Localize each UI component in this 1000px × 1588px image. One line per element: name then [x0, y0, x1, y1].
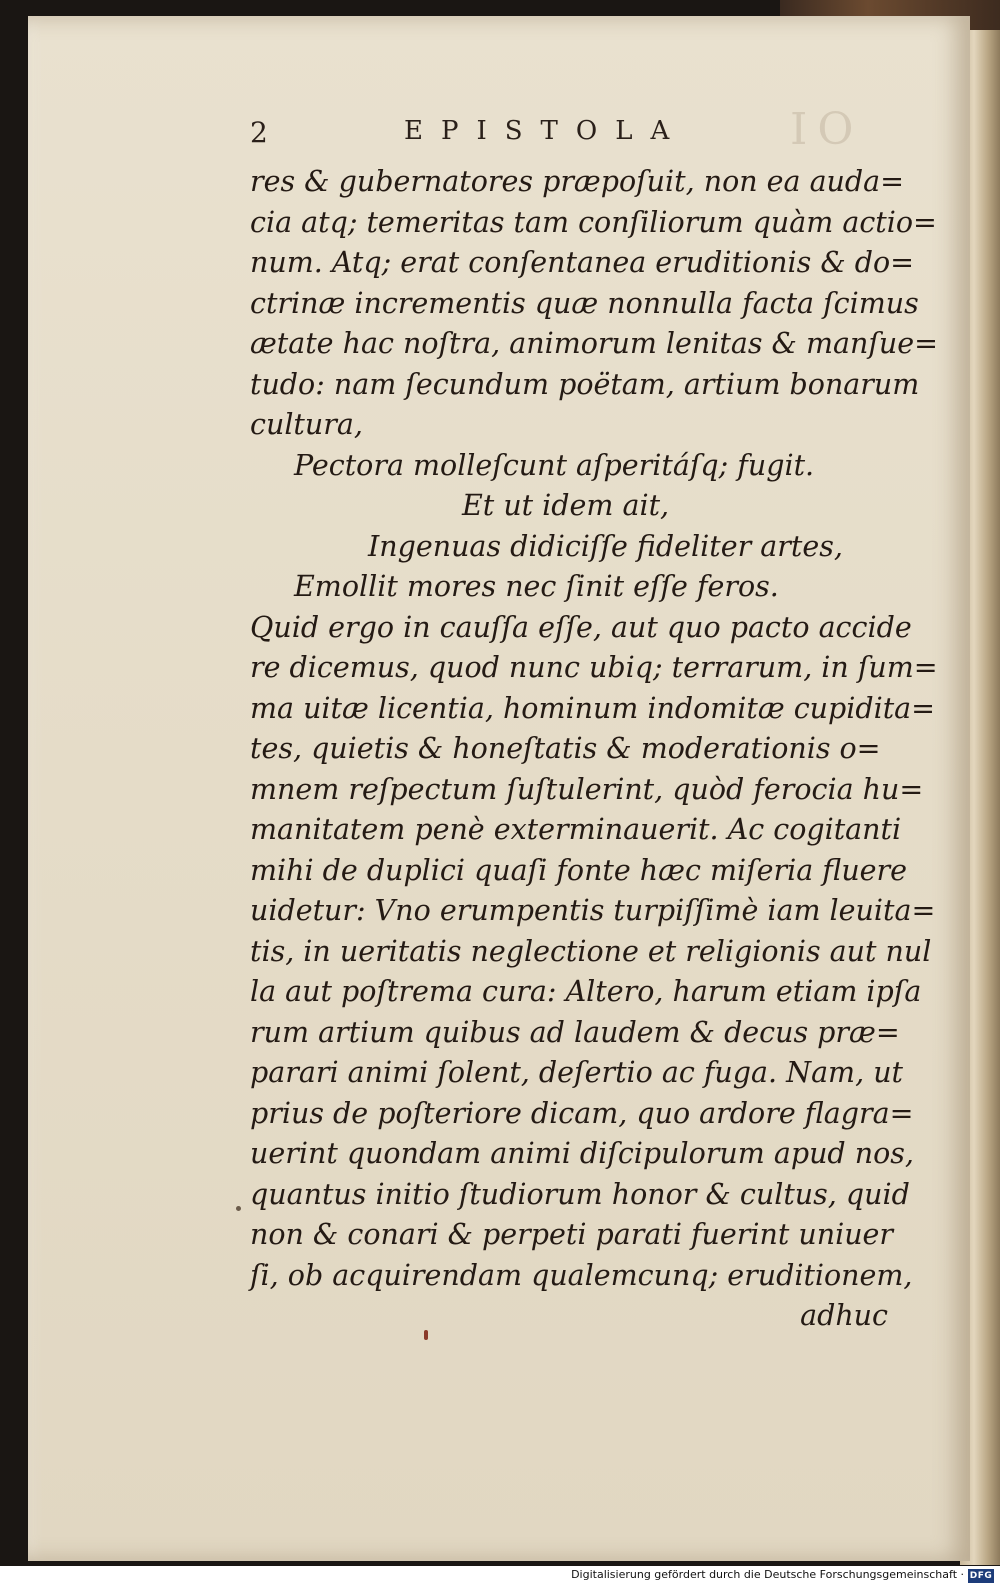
- text-line: non & conari & perpeti parati fuerint uniuer: [250, 1218, 894, 1251]
- text-line: manitatem penè exterminauerit. Ac cogitanti: [250, 813, 902, 846]
- text-line: la aut poſtrema cura: Altero, harum etiam ipſa: [250, 975, 922, 1008]
- page-header: [0, 112, 1000, 152]
- text-line: ctrinæ incrementis quæ nonnulla facta ſcimus: [250, 286, 919, 320]
- verse-line: Emollit mores nec ſinit eſſe feros.: [294, 570, 779, 603]
- ink-speck: [424, 1330, 428, 1340]
- text-line: num. Atq; erat conſentanea eruditionis & do=: [250, 246, 915, 279]
- text-line: tudo: nam ſecundum poëtam, artium bonarum: [250, 367, 920, 401]
- showthrough-bleed: IO: [790, 104, 864, 155]
- text-line: parari animi ſolent, deſertio ac fuga. Nam, ut: [250, 1056, 904, 1089]
- text-line: tis, in ueritatis neglectione et religionis aut nul: [250, 934, 932, 968]
- text-line: uidetur: Vno erumpentis turpiſſimè iam leuita=: [250, 894, 936, 927]
- funding-credit: Digitalisierung gefördert durch die Deutsche Forschungsgemeinschaft ·: [571, 1568, 964, 1581]
- text-line: quantus initio ſtudiorum honor & cultus, quid: [250, 1177, 910, 1211]
- text-line: mihi de duplici quaſi fonte hæc miſeria fluere: [250, 853, 908, 887]
- body-text: [250, 162, 938, 1337]
- text-line: uerint quondam animi diſcipulorum apud nos,: [250, 1137, 914, 1170]
- text-line: res & gubernatores præpoſuit, non ea auda=: [250, 165, 905, 198]
- text-line: tes, quietis & honeſtatis & moderationis o=: [250, 732, 881, 765]
- page-number: 2: [250, 116, 268, 149]
- catchword: adhuc: [800, 1299, 888, 1332]
- text-line: rum artium quibus ad laudem & decus præ=: [250, 1015, 900, 1049]
- verse-line: Et ut idem ait,: [462, 489, 670, 522]
- text-line: ætate hac noſtra, animorum lenitas & manſue=: [250, 327, 938, 360]
- margin-mark: [236, 1206, 241, 1211]
- text-line: Quid ergo in cauſſa eſſe, aut quo pacto accide: [250, 610, 912, 644]
- text-line: mnem reſpectum ſuſtulerint, quòd ferocia hu=: [250, 772, 924, 806]
- text-line: cia atq; temeritas tam conſiliorum quàm actio=: [250, 205, 937, 239]
- dfg-logo: DFG: [969, 1571, 993, 1581]
- text-line: cultura,: [250, 408, 363, 441]
- text-line: re dicemus, quod nunc ubiq; terrarum, in ſum=: [250, 651, 938, 684]
- text-line: ma uitæ licentia, hominum indomitæ cupidita=: [250, 691, 936, 725]
- text-line: ſi, ob acquirendam qualemcunq; eruditionem,: [250, 1258, 913, 1292]
- verse-line: Pectora molleſcunt aſperitáſq; fugit.: [294, 448, 815, 482]
- running-head: EPISTOLA: [404, 116, 688, 146]
- text-line: prius de poſteriore dicam, quo ardore flagra=: [250, 1096, 914, 1130]
- verse-line: Ingenuas didiciſſe fideliter artes,: [368, 529, 843, 563]
